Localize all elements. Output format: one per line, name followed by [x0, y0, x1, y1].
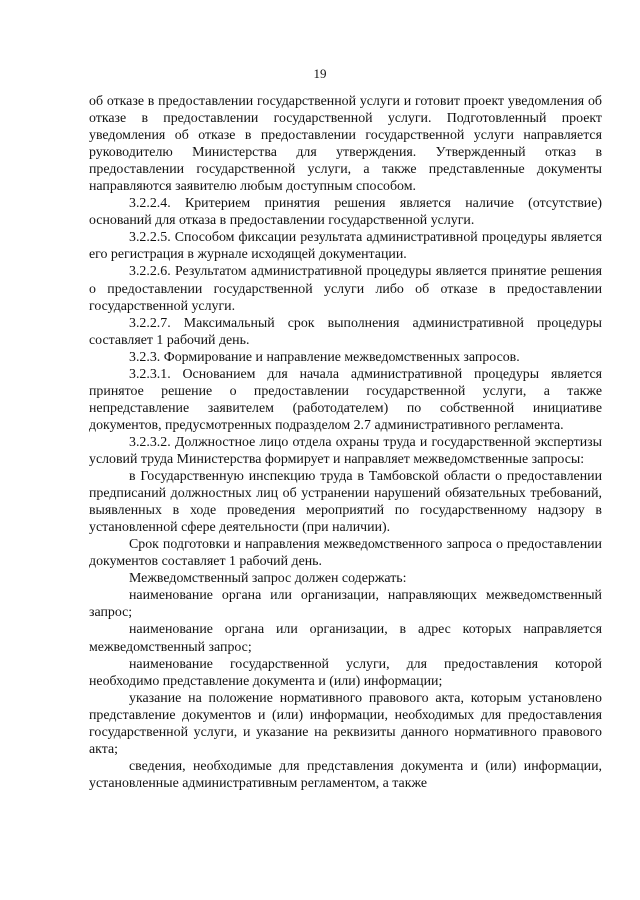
paragraph-3-2-2-5: 3.2.2.5. Способом фиксации результата административной процедуры является его регистрация в журнале исходящей документации. [89, 230, 602, 263]
list-item-required-info: сведения, необходимые для представления документа и (или) информации, установленные административным регламентом, а также [89, 758, 602, 791]
list-item-service-name: наименование государственной услуги, для предоставления которой необходимо представление документа и (или) информации; [89, 656, 602, 689]
paragraph-refusal-notice: об отказе в предоставлении государственной услуги и готовит проект уведомления об отказе в предоставлении государственной услуги. Подготовленный проект уведомления об отказе в предоставлении государственной услуги направляется руководителю Министерства для утверждения. Утвержденный отказ в предоставлении государственной услуги, а также представленные документы направляются заявителю любым доступным способом. [89, 94, 602, 195]
document-body [89, 93, 602, 792]
paragraph-3-2-3-1: 3.2.3.1. Основанием для начала административной процедуры является принятое решение о предоставлении государственной услуги, а также непредставление заявителем (работодателем) по собственной инициативе документов, предусмотренных подразделом 2.7 административного регламента. [89, 366, 602, 433]
paragraph-3-2-3-2: 3.2.3.2. Должностное лицо отдела охраны труда и государственной экспертизы условий труда Министерства формирует и направляет межведомственные запросы: [89, 434, 602, 467]
paragraph-labor-inspection: в Государственную инспекцию труда в Тамбовской области о предоставлении предписаний должностных лиц об устранении нарушений обязательных требований, выявленных в ходе проведения мероприятий по государственному надзору в установленной сфере деятельности (при наличии). [89, 469, 602, 536]
page-number: 19 [313, 66, 327, 81]
paragraph-3-2-2-6: 3.2.2.6. Результатом административной процедуры является принятие решения о предоставлении государственной услуги либо об отказе в предоставлении государственной услуги. [89, 264, 602, 314]
list-item-sender-name: наименование органа или организации, направляющих межведомственный запрос; [89, 588, 602, 621]
list-item-legal-act: указание на положение нормативного правового акта, которым установлено представление документов и (или) информации, необходимых для предоставления государственной услуги, и указание на реквизиты данного нормативного правового акта; [89, 690, 602, 757]
paragraph-3-2-2-4: 3.2.2.4. Критерием принятия решения является наличие (отсутствие) оснований для отказа в предоставлении государственной услуги. [89, 196, 602, 229]
list-item-recipient-name: наименование органа или организации, в адрес которых направляется межведомственный запрос; [89, 622, 602, 655]
paragraph-request-contents: Межведомственный запрос должен содержать: [129, 571, 407, 587]
paragraph-request-deadline: Срок подготовки и направления межведомственного запроса о предоставлении документов составляет 1 рабочий день. [89, 537, 602, 570]
paragraph-3-2-2-7: 3.2.2.7. Максимальный срок выполнения административной процедуры составляет 1 рабочий день. [89, 315, 602, 348]
paragraph-3-2-3: 3.2.3. Формирование и направление межведомственных запросов. [129, 349, 520, 365]
